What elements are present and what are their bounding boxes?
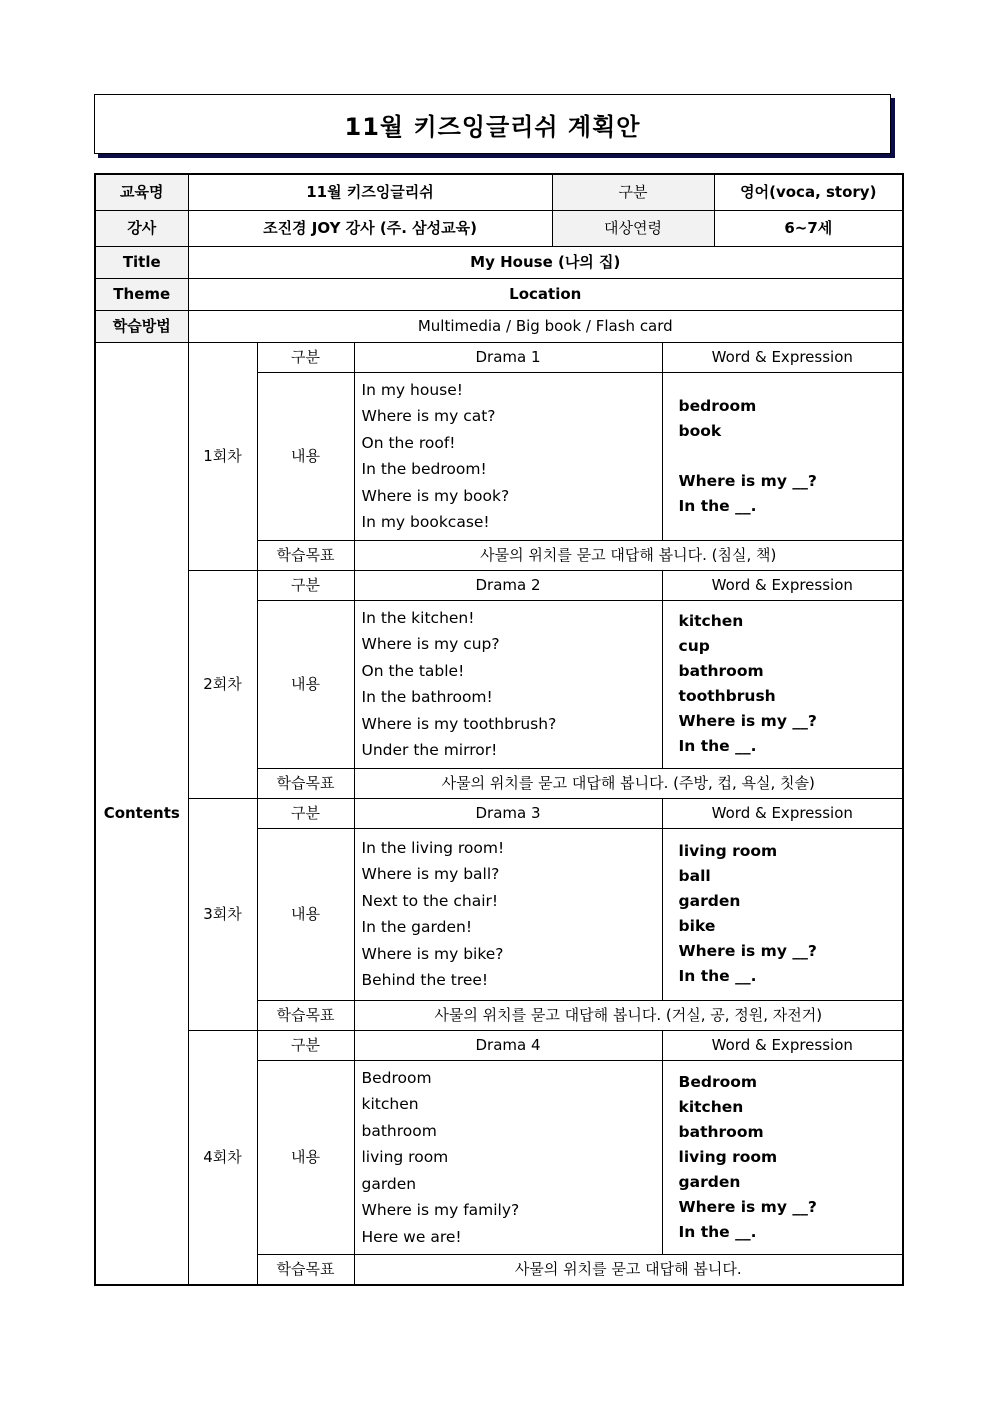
drama-line: Behind the tree! — [361, 971, 489, 989]
word-item: kitchen — [678, 612, 744, 630]
word-item: cup — [678, 637, 710, 655]
title-label: Title — [95, 246, 188, 278]
drama-title: Drama 4 — [354, 1030, 662, 1060]
drama-line: In the living room! — [361, 838, 505, 857]
word-item: garden — [678, 892, 741, 910]
document-title: 11월 키즈잉글리쉬 계획안 — [344, 112, 641, 141]
drama-line: Under the mirror! — [361, 741, 498, 759]
word-item: garden — [678, 1172, 741, 1191]
drama-line: On the table! — [361, 661, 465, 680]
word-item: In the __. — [678, 967, 757, 985]
word-item: Where is my __? — [678, 1197, 817, 1216]
session-number: 2회차 — [188, 570, 257, 798]
drama-line: In my house! — [361, 380, 463, 399]
content-sub-label: 내용 — [257, 372, 354, 540]
word-item: bike — [678, 917, 716, 935]
word-item: kitchen — [678, 1097, 744, 1116]
drama-lines — [354, 372, 662, 540]
session-number: 3회차 — [188, 798, 257, 1030]
learning-goal: 사물의 위치를 묻고 대답해 봅니다. (침실, 책) — [354, 540, 903, 570]
word-item: book — [678, 421, 722, 440]
session-header-row — [95, 342, 903, 372]
drama-line: Where is my cup? — [361, 635, 500, 653]
word-item: living room — [678, 1147, 778, 1166]
drama-line: In my bookcase! — [361, 513, 490, 531]
category-value: 영어(voca, story) — [714, 174, 903, 210]
drama-lines — [354, 828, 662, 1000]
word-expression-header: Word & Expression — [662, 798, 903, 828]
drama-line: garden — [361, 1174, 417, 1193]
word-item: toothbrush — [678, 687, 776, 705]
category-label: 구분 — [552, 174, 714, 210]
drama-lines — [354, 1060, 662, 1255]
target-age-label: 대상연령 — [552, 210, 714, 246]
word-list — [662, 600, 903, 768]
goal-sub-label: 학습목표 — [257, 1255, 354, 1285]
session-header-row — [95, 1030, 903, 1060]
title-value: My House (나의 집) — [188, 246, 903, 278]
session-header-row — [95, 798, 903, 828]
document-title-box — [94, 94, 891, 154]
drama-line: Where is my toothbrush? — [361, 714, 557, 733]
content-sub-label: 내용 — [257, 828, 354, 1000]
target-age-value: 6~7세 — [714, 210, 903, 246]
drama-line: Where is my family? — [361, 1201, 520, 1219]
goal-sub-label: 학습목표 — [257, 540, 354, 570]
word-item: bedroom — [678, 396, 757, 415]
drama-line: Here we are! — [361, 1227, 462, 1246]
content-sub-label: 내용 — [257, 1060, 354, 1255]
instructor-label: 강사 — [95, 210, 188, 246]
drama-line: In the bathroom! — [361, 688, 493, 706]
spacer — [679, 444, 887, 469]
info-row-instructor — [95, 210, 903, 246]
info-row-course — [95, 174, 903, 210]
drama-line: In the bedroom! — [361, 460, 487, 478]
word-expression-header: Word & Expression — [662, 1030, 903, 1060]
content-sub-label: 내용 — [257, 600, 354, 768]
word-item: Where is my __? — [678, 471, 817, 490]
word-list — [662, 372, 903, 540]
learning-goal: 사물의 위치를 묻고 대답해 봅니다. (거실, 공, 정원, 자전거) — [354, 1000, 903, 1030]
drama-line: Where is my bike? — [361, 944, 504, 963]
drama-line: kitchen — [361, 1095, 419, 1113]
theme-label: Theme — [95, 278, 188, 310]
drama-line: Bedroom — [361, 1068, 432, 1087]
word-item: Bedroom — [678, 1072, 758, 1091]
drama-line: living room — [361, 1148, 449, 1166]
learning-goal: 사물의 위치를 묻고 대답해 봅니다. — [354, 1255, 903, 1285]
word-item: In the __. — [678, 737, 757, 755]
info-row-method — [95, 310, 903, 342]
session-header-row — [95, 570, 903, 600]
word-list — [662, 828, 903, 1000]
drama-line: Where is my cat? — [361, 407, 496, 425]
category-sub-label: 구분 — [257, 1030, 354, 1060]
drama-line: In the garden! — [361, 918, 473, 936]
word-item: Where is my __? — [678, 942, 817, 960]
word-item: bathroom — [678, 662, 764, 680]
method-value: Multimedia / Big book / Flash card — [188, 310, 903, 342]
lesson-plan-table — [94, 173, 904, 1286]
drama-title: Drama 3 — [354, 798, 662, 828]
course-name-label: 교육명 — [95, 174, 188, 210]
word-list — [662, 1060, 903, 1255]
learning-goal: 사물의 위치를 묻고 대답해 봅니다. (주방, 컵, 욕실, 칫솔) — [354, 768, 903, 798]
drama-line: Next to the chair! — [361, 891, 499, 910]
drama-line: Where is my ball? — [361, 865, 500, 883]
theme-value: Location — [188, 278, 903, 310]
contents-label: Contents — [95, 342, 188, 1285]
session-number: 4회차 — [188, 1030, 257, 1285]
drama-line: bathroom — [361, 1121, 437, 1140]
category-sub-label: 구분 — [257, 798, 354, 828]
course-name-value: 11월 키즈잉글리쉬 — [188, 174, 552, 210]
drama-title: Drama 2 — [354, 570, 662, 600]
word-item: In the __. — [678, 1222, 757, 1241]
drama-line: Where is my book? — [361, 486, 510, 505]
goal-sub-label: 학습목표 — [257, 768, 354, 798]
word-item: Where is my __? — [678, 712, 817, 730]
info-row-title — [95, 246, 903, 278]
instructor-value: 조진경 JOY 강사 (주. 삼성교육) — [188, 210, 552, 246]
category-sub-label: 구분 — [257, 342, 354, 372]
drama-lines — [354, 600, 662, 768]
word-item: living room — [678, 842, 778, 860]
drama-line: In the kitchen! — [361, 608, 475, 627]
category-sub-label: 구분 — [257, 570, 354, 600]
word-expression-header: Word & Expression — [662, 570, 903, 600]
drama-title: Drama 1 — [354, 342, 662, 372]
drama-line: On the roof! — [361, 433, 456, 452]
word-item: bathroom — [678, 1122, 764, 1141]
word-expression-header: Word & Expression — [662, 342, 903, 372]
info-row-theme — [95, 278, 903, 310]
word-item: In the __. — [678, 496, 757, 515]
word-item: ball — [678, 867, 711, 885]
method-label: 학습방법 — [95, 310, 188, 342]
goal-sub-label: 학습목표 — [257, 1000, 354, 1030]
session-number: 1회차 — [188, 342, 257, 570]
